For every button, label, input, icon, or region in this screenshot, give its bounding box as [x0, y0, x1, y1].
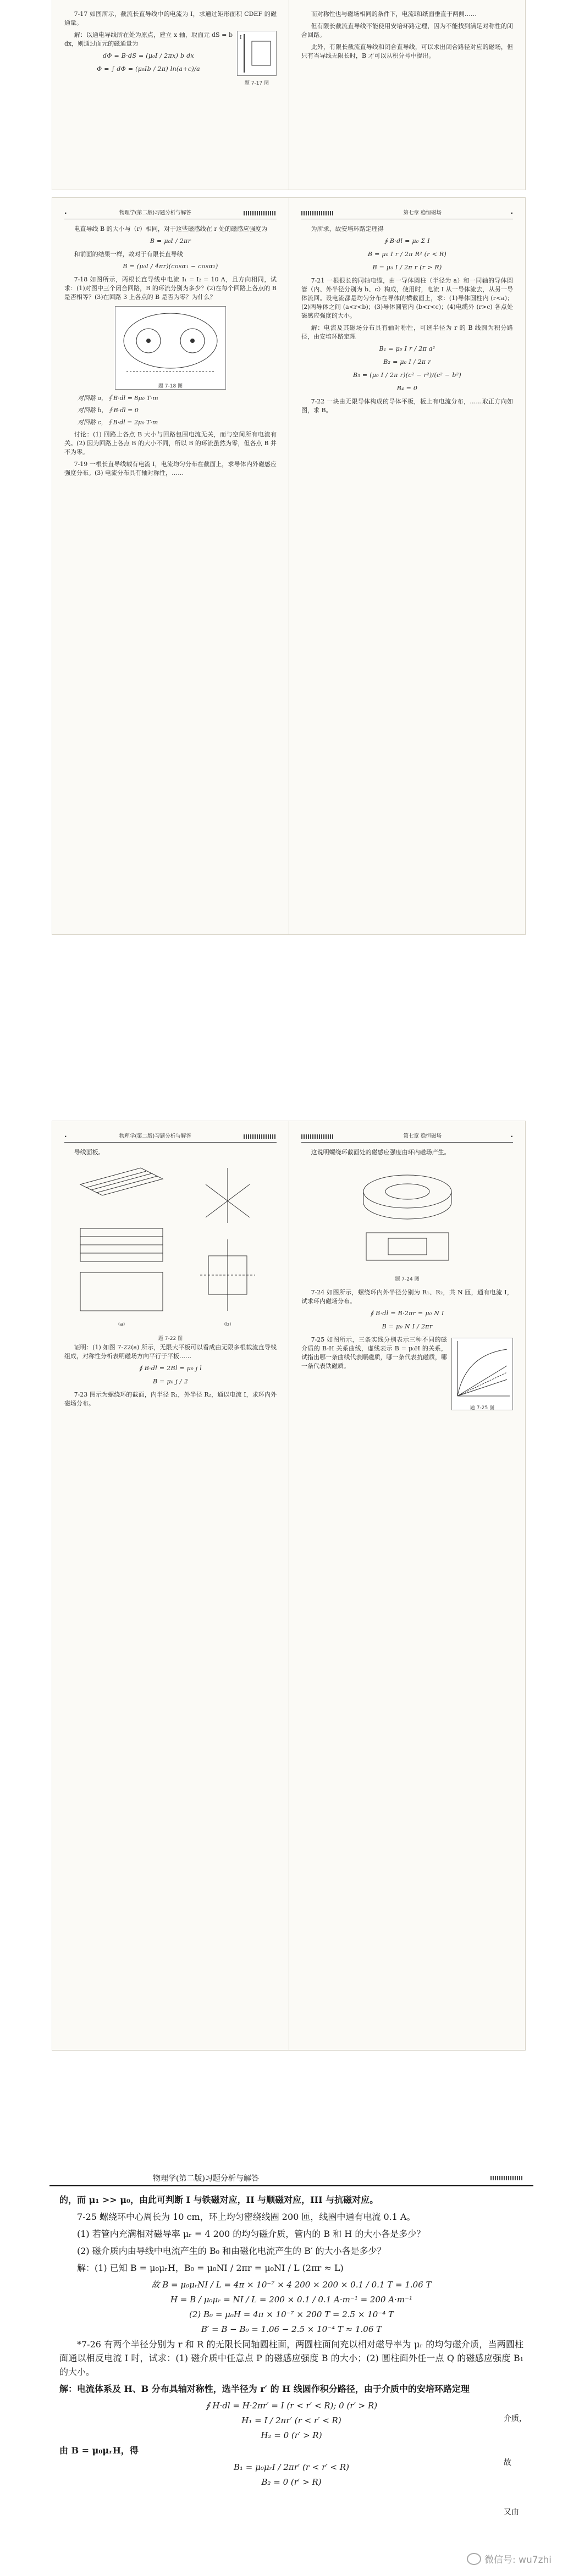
formula: B₁ = μ₀μᵣI / 2πr′ (r < r′ < R) [233, 2462, 350, 2472]
problem-7-18: 7-18 如图所示，两根长直导线中电流 I₁ = I₂ = 10 A，且方向相同，试求：(1)对图中三个闭合回路，B 的环流分别为多少？(2)在每个回路上各点的 B 是否相等？(3)在回路 3 上各点的 B 是否为零？为什么？ [64, 276, 277, 301]
running-head: 物理学(第二版)习题分析与解答 [153, 2174, 259, 2183]
formula: B′ = B − B₀ = 1.06 − 2.5 × 10⁻⁴ T ≈ 1.06 T [201, 2324, 382, 2334]
figure-7-22: (a) (b) [64, 1162, 277, 1329]
formula: (2) B₀ = μ₀H = 4π × 10⁻⁷ × 200 T = 2.5 × 10⁻⁴ T [189, 2309, 394, 2319]
formula: B = (μ₀I / 4πr)(cosα₁ − cosα₂) [123, 263, 218, 270]
top-right-column [289, 0, 525, 190]
running-head: 物理学(第二版)习题分析与解答 [119, 1133, 191, 1139]
formula: B = μ₀ N I / 2πr [382, 1323, 433, 1330]
scan-page-second [52, 198, 525, 934]
paragraph: 导线面板。 [74, 1149, 104, 1156]
paragraph: (2) 磁介质内由导线中电流产生的 B₀ 和由磁化电流产生的 B′ 的大小各是多少？ [77, 2246, 386, 2256]
third-right-column [289, 1121, 525, 2050]
paragraph: 证明：(1) 如图 7-22(a) 所示，无限大平板可以看成由无限多根载流直导线组成，对称性分析表明磁场方向平行于平板…… [64, 1344, 277, 1360]
formula: ∮ B·dl = B·2πr = μ₀ N I [370, 1310, 444, 1317]
solution: 解：(1) 已知 B = μ₀μᵣH，B₀ = μ₀NI / 2πr = μ₀NI / L (2πr ≈ L) [77, 2263, 344, 2273]
formula: 故 B = μ₀μᵣNI / L = 4π × 10⁻⁷ × 4 200 × 200 × 0.1 / 0.1 T = 1.06 T [151, 2280, 432, 2290]
plate-diagram-a [75, 1162, 168, 1316]
problem-7-17: 7-17 如图所示，截流长直导线中的电流为 I，求通过矩形面积 CDEF 的磁通量。 [64, 10, 277, 26]
top-left-column [52, 0, 289, 190]
problem-7-25: 7-25 如图所示，三条实线分别表示三种不同的磁介质的 B-H 关系曲线，虚线表示 B = μ₀H 的关系，试指出哪一条曲线代表顺磁质，哪一条代表抗磁质，哪一条代表铁磁质。 [301, 1336, 447, 1370]
answer: 对回路 a，∮B·dl = 8μ₀ T·m [78, 395, 158, 402]
formula: B = μ₀ j / 2 [152, 1378, 189, 1385]
formula: B = μ₀ I / 2π r (r > R) [372, 264, 442, 271]
header-ornament [301, 211, 334, 215]
problem-7-23: 7-23 图示为螺绕环的截面，内半径 R₁，外半径 R₂，通以电流 I，求环内外磁场分布。 [64, 1391, 277, 1407]
figure-7-24: 题 7-24 图 [301, 1161, 513, 1284]
formula-phi: Φ = ∫ dΦ = (μ₀Ib / 2π) ln(a+c)/a [97, 65, 200, 73]
page-header [49, 2171, 533, 2186]
paragraph: 解：电流体系及 H、B 分布具轴对称性，选半径为 r′ 的 H 线圆作积分路径，由于介质中的安培环路定理 [59, 2384, 470, 2394]
third-left-column: · 物理学(第二版)习题分析与解答 导线面板。 (a) (b) 题 7-22 图 证明：(1) 如图 7-22(a) 所示，无限大平板可以看成由无限多根载流直导线组成，对称性分析表明磁场方向平行于平板…… ∮ B·dl = 2Bl = μ₀ j l B = μ₀ j / 2 7-23 图示为螺绕环的截面，内半径 R₁，外半径 R₂，通以电流 I，求环内外磁场分布。 [52, 1121, 289, 2050]
paragraph: 和前面的结果一样，故对于有限长直导线 [74, 251, 183, 258]
paragraph: 由 B = μ₀μᵣH，得 [59, 2445, 139, 2456]
page-header: · 物理学(第二版)习题分析与解答 [64, 208, 277, 219]
paragraph: 的，而 μ₁ >> μ₀，由此可判断 I 与铁磁对应，II 与顺磁对应，III 与抗磁对应。 [59, 2195, 379, 2205]
header-ornament [301, 1134, 334, 1139]
solution-7-17: 解：以通电导线所在处为原点，建立 x 轴，取面元 dS = b dx，则通过面元的磁通量为 [64, 31, 233, 47]
paragraph: 电直导线 B 的大小与（r）相同，对于这些磁感线在 r 处的磁感应强度为 [74, 225, 268, 232]
margin-fragment: 又由 [504, 2506, 533, 2517]
figure-7-18: 题 7-18 图 [115, 306, 226, 390]
formula: B₁ = μ₀ I r / 2π a² [379, 345, 435, 352]
page-header: 第七章 稳恒磁场 · [301, 208, 513, 219]
running-head: 第七章 稳恒磁场 [403, 210, 442, 216]
formula: H₂ = 0 (r′ > R) [261, 2430, 322, 2440]
paragraph: 为所求，故安培环路定理得 [311, 225, 384, 232]
formula: B = μ₀ I r / 2π R² (r < R) [367, 251, 447, 258]
formula: B₃ = (μ₀ I / 2π r)(c² − r²)/(c² − b²) [352, 372, 462, 379]
figure-7-25: 题 7-25 图 [451, 1338, 513, 1410]
plate-diagram-b [189, 1162, 266, 1316]
formula: ∮ H·dl = H·2πr′ = I (r < r′ < R); 0 (r′ > R) [205, 2401, 378, 2411]
loops-diagram [115, 307, 225, 378]
paragraph: 这说明螺绕环截面处的磁感应强度由环内磁场产生。 [311, 1149, 450, 1156]
figure-7-17: I 题 7-17 图 [237, 31, 277, 76]
margin-fragment: 介质， [504, 2413, 533, 2424]
scan-page-third [52, 1121, 525, 2050]
page-header: 第七章 稳恒磁场 · [301, 1131, 513, 1143]
answer: 对回路 c，∮B·dl = 2μ₀ T·m [78, 419, 158, 426]
second-right-column [289, 198, 525, 934]
bh-curves-diagram [452, 1338, 512, 1400]
scan-page-top [52, 0, 525, 190]
header-ornament [244, 211, 277, 215]
formula: ∮ B·dl = μ₀ Σ I [384, 237, 430, 245]
watermark-text: 微信号: wu7zhi [484, 2555, 552, 2566]
scan-page-lower [49, 2171, 533, 2558]
problem-7-25: 7-25 螺绕环中心周长为 10 cm，环上均匀密绕线圈 200 匝，线圈中通有电流 0.1 A。 [77, 2212, 416, 2222]
formula: B = μ₀I / 2πr [150, 237, 191, 245]
toroid-diagram [347, 1161, 468, 1271]
problem-7-19: 7-19 一根长直导线载有电流 I，电流均匀分布在截面上，求导体内外磁感应强度分布。(3) 电流分布具有轴对称性，…… [64, 461, 277, 477]
wechat-icon [467, 2553, 481, 2565]
paragraph: 解：电流及其磁场分布具有轴对称性，可选半径为 r 的 B 线圆为积分路径，由安培环路定理 [301, 324, 513, 340]
formula: H₁ = I / 2πr′ (r < r′ < R) [241, 2416, 341, 2425]
problem-7-26: *7-26 有两个半径分别为 r 和 R 的无限长同轴圆柱面，两圆柱面间充以相对磁导率为 μᵣ 的均匀磁介质，当两圆柱面通以相反电流 I 时，试求：(1) 磁介质中任意点 P 的磁感应强度 B 的大小；(2) 圆柱面外任一点 Q 的磁感应强度 B₁ 的大小。 [59, 2339, 523, 2377]
margin-fragment: 故 [504, 2457, 533, 2468]
formula-dphi: dΦ = B·dS = (μ₀I / 2πx) b dx [103, 52, 194, 59]
header-ornament [244, 1134, 277, 1139]
lower-body [59, 2193, 523, 2490]
second-left-column [52, 198, 289, 934]
formula: ∮ B·dl = 2Bl = μ₀ j l [139, 1365, 202, 1372]
formula: H = B / μ₀μᵣ = NI / L = 200 × 0.1 / 0.1 A·m⁻¹ = 200 A·m⁻¹ [170, 2295, 413, 2304]
wechat-watermark [467, 2552, 552, 2566]
problem-7-21: 7-21 一根很长的同轴电缆，由一导体圆柱（半径为 a）和一同轴的导体圆管（内、外半径分别为 b、c）构成，使用时，电流 I 从一导体流去，从另一导体流回。设电流都是均匀分布在导体的横截面上，求：(1)导体圆柱内 (r<a)；(2)两导体之间 (a<r<b)；(3)导体圆管内 (b<r<c)；(4)电缆外 (r>c) 各点处磁感应强度的大小。 [301, 277, 513, 319]
formula: B₂ = 0 (r′ > R) [261, 2477, 322, 2487]
answer: 对回路 b，∮B·dl = 0 [78, 407, 139, 414]
paragraph: 讨论：(1) 回路上各点 B 大小与回路包围电流无关，而与空间所有电流有关。(2) 因为回路上各点 B 的大小不同，所以 B 的环流虽然为零，但各点 B 并不为零。 [64, 431, 277, 456]
svg-text:I: I [240, 35, 242, 41]
page-header: · 物理学(第二版)习题分析与解答 [64, 1131, 277, 1143]
running-head: 第七章 稳恒磁场 [403, 1133, 442, 1139]
paragraph: 此外，有限长截流直导线和闭合直导线，可以求出闭合路径对应的磁场，但只有当导线无限长时，B 才可以从积分号中提出。 [301, 43, 513, 59]
formula: B₂ = μ₀ I / 2π r [383, 358, 431, 365]
running-head: 物理学(第二版)习题分析与解答 [119, 210, 191, 216]
paragraph: 但有限长截流直导线不能使用安培环路定理，因为不能找到满足对称性的闭合回路。 [301, 23, 513, 38]
formula: B₄ = 0 [396, 385, 418, 392]
paragraph: 而对称性也与磁场相同的条件下，电流I和纸面垂直于两侧…… [311, 10, 477, 18]
problem-7-24: 7-24 如图所示，螺绕环内外半径分别为 R₁、R₂，共 N 匝，通有电流 I，试求环内磁场分布。 [301, 1289, 513, 1305]
header-ornament [490, 2176, 523, 2180]
paragraph: (1) 若管内充满相对磁导率 μᵣ = 4 200 的均匀磁介质，管内的 B 和 H 的大小各是多少？ [77, 2229, 426, 2239]
rectangle-diagram [238, 31, 276, 75]
problem-7-22: 7-22 一块由无限导体构成的导体平板，板上有电流分布，……取正方向如图，求 B。 [301, 398, 513, 414]
